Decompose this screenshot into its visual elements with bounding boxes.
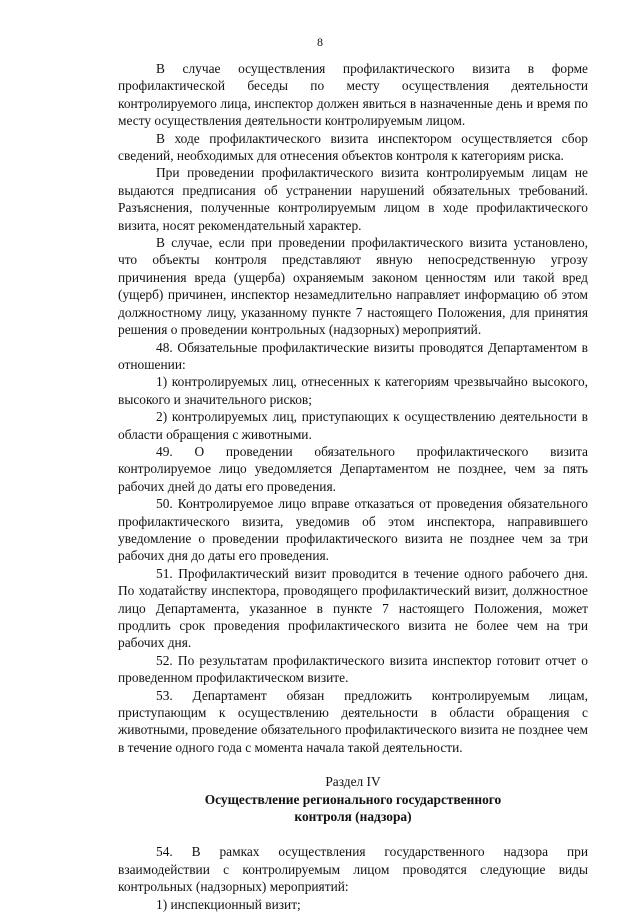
- paragraph-item-52: 52. По результатам профилактического визита инспектор готовит отчет о проведенном профилактическом визите.: [118, 652, 588, 686]
- paragraph-item-48-sub-2: 2) контролируемых лиц, приступающих к осуществлению деятельности в области обращения с животными.: [118, 409, 588, 442]
- paragraph-item-48: 48. Обязательные профилактические визиты проводятся Департаментом в отношении:: [118, 339, 588, 372]
- section-title: Осуществление регионального государственного контроля (надзора): [204, 791, 502, 825]
- section-number: Раздел IV: [325, 774, 381, 790]
- paragraph-item-51: 51. Профилактический визит проводится в течение одного рабочего дня. По ходатайству инспектора, проводящего профилактический визит, должностное лицо Департамента, указанное в пункте 7 настоящего Положения, может продлить срок проведения профилактического визита не более чем на три рабочих дня.: [118, 565, 588, 651]
- document-body: [118, 60, 588, 913]
- paragraph-item-48-sub-1: 1) контролируемых лиц, отнесенных к категориям чрезвычайно высокого, высокого и значительного рисков;: [118, 374, 588, 407]
- paragraph-no-prescriptions: При проведении профилактического визита контролируемым лицам не выдаются предписания об устранении нарушений обязательных требований. Разъяснения, полученные контролируемым лицом в ходе профилактического визита, носят рекомендательный характер.: [118, 165, 588, 233]
- paragraph-profilactic-visit-form: В случае осуществления профилактического визита в форме профилактической беседы по месту осуществления деятельности контролируемого лица, инспектор должен явиться в назначенные день и время по месту осуществления деятельности контролируемым лицом.: [118, 61, 588, 129]
- paragraph-item-54: 54. В рамках осуществления государственного надзора при взаимодействии с контролируемым лицом проводятся следующие виды контрольных (надзорных) мероприятий:: [118, 844, 588, 895]
- page-number: 8: [317, 35, 323, 49]
- paragraph-threat-notification: В случае, если при проведении профилактического визита установлено, что объекты контроля представляют явную непосредственную угрозу причинения вреда (ущерба) охраняемым законом ценностям или такой вред (ущерб) причинен, инспектор незамедлительно направляет информацию об этом должностному лицу, указанному пункте 7 настоящего Положения, для принятия решения о проведении контрольных (надзорных) мероприятий.: [118, 235, 588, 338]
- paragraph-item-50: 50. Контролируемое лицо вправе отказаться от проведения обязательного профилактического визита, уведомив об этом инспектора, направившего уведомление о проведении профилактического визита не позднее чем за три рабочих дня до даты его проведения.: [118, 496, 588, 564]
- paragraph-risk-data-collection: В ходе профилактического визита инспектором осуществляется сбор сведений, необходимых для отнесения объектов контроля к категориям риска.: [118, 130, 588, 164]
- paragraph-item-54-sub-1: 1) инспекционный визит;: [156, 896, 301, 912]
- paragraph-item-49: 49. О проведении обязательного профилактического визита контролируемое лицо уведомляется Департаментом не позднее, чем за пять рабочих дней до даты его проведения.: [118, 443, 588, 494]
- paragraph-item-53: 53. Департамент обязан предложить контролируемым лицам, приступающим к осуществлению деятельности в области обращения с животными, проведение обязательного профилактического визита не позднее чем в течение одного года с момента начала такой деятельности.: [118, 687, 588, 755]
- section-heading: [118, 773, 588, 825]
